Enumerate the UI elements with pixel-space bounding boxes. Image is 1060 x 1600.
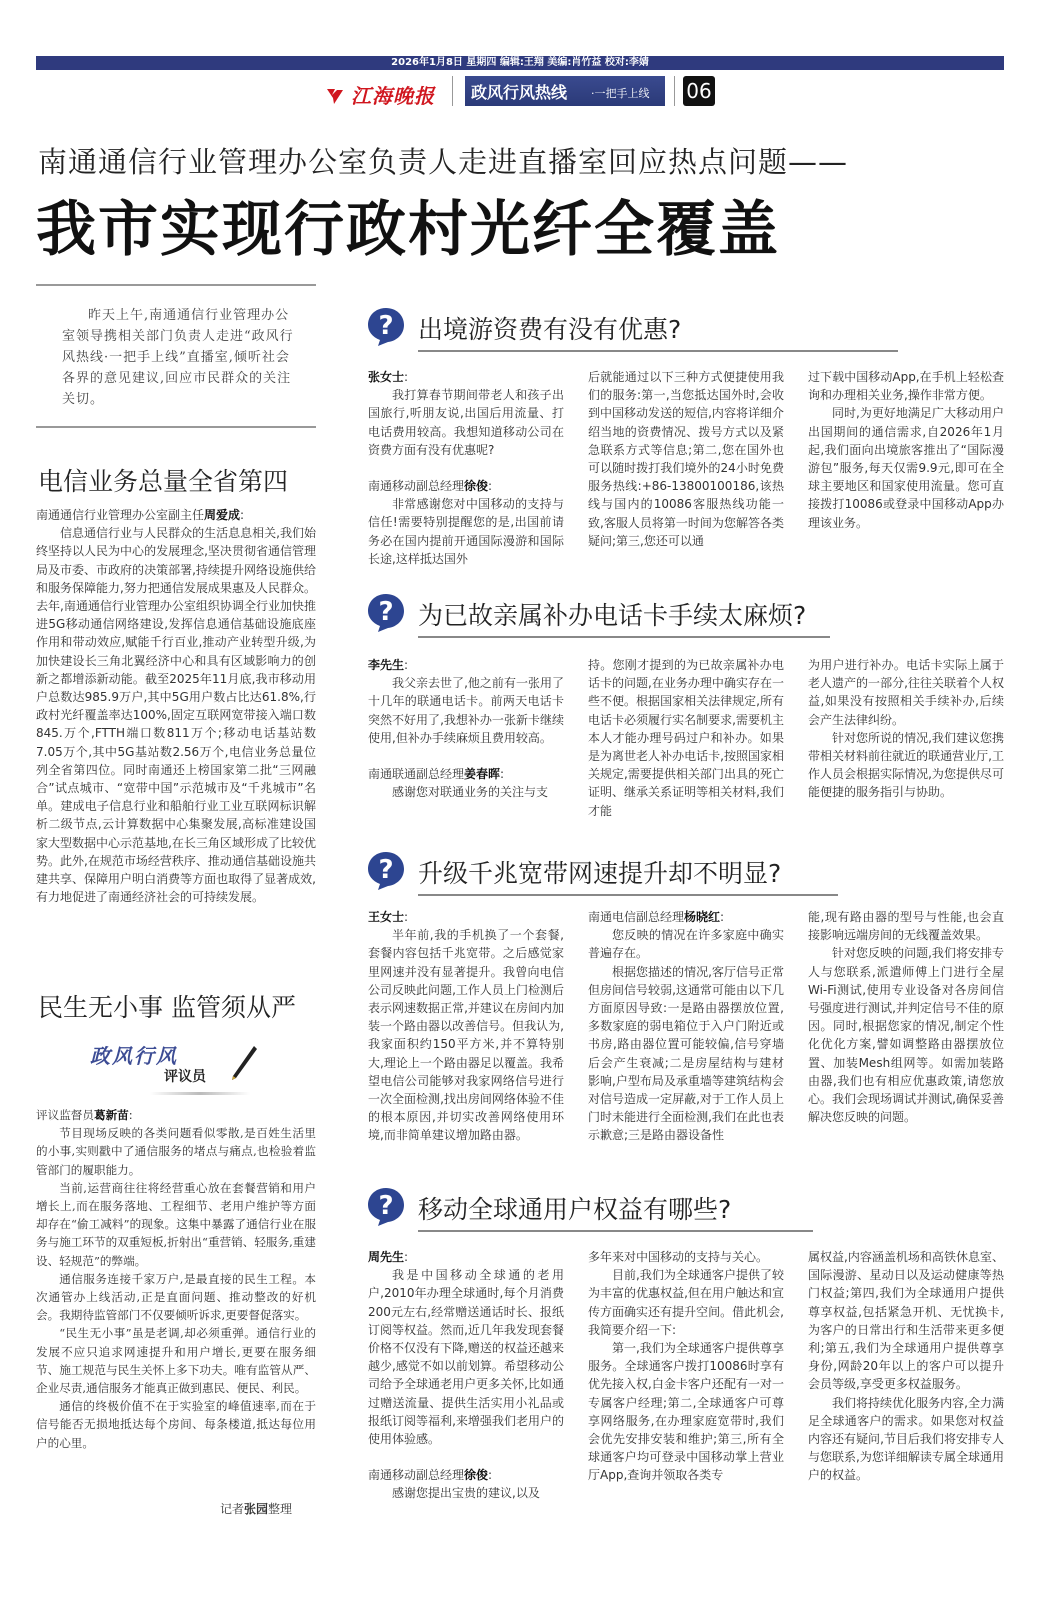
section-title-telecom-ranking: 电信业务总量全省第四 (38, 467, 289, 496)
paragraph: 当前,运营商往往将经营重心放在套餐营销和用户增长上,而在服务落地、工程细节、老用户维护等方面却存在“偷工减料”的现象。这集中暴露了通信行业在服务与施工环节的双重短板,折射出“重营销、轻服务,重建设、轻规范”的弊端。 (36, 1180, 316, 1268)
paragraph: 根据您描述的情况,客厅信号正常但房间信号较弱,这通常可能由以下几方面原因导致:一是路由器摆放位置,多数家庭的弱电箱位于入户门附近或书房,路由器位置可能较偏,信号穿墙后会产生衰减;二是房屋结构与建材影响,户型布局及承重墙等建筑结构会对信号造成一定屏蔽,对于工作人员上门时未能进行全面检测,我们在此也表示歉意;三是路由器设备性 (588, 964, 784, 1143)
paragraph: 同时,为更好地满足广大移动用户出国期间的通信需求,自2026年1月起,我们面向出境旅客推出了“国际漫游包”服务,每天仅需9.9元,即可在全球主要地区和国家使用流量。您可直接拨打10086或登录中国移动App办理该业务。 (808, 406, 1004, 530)
paragraph: 为用户进行补办。电话卡实际上属于老人遗产的一部分,往往关联着个人权益,如果没有按照相关手续补办,后续会产生法律纠纷。 (808, 658, 1004, 727)
badge-label: 评议员 (164, 1069, 206, 1085)
qa-heading (366, 1186, 1006, 1232)
speaker-line: 李先生: (368, 658, 409, 672)
divider (418, 1230, 813, 1232)
newspaper-logo (325, 80, 435, 109)
svg-text:?: ? (378, 311, 394, 341)
speaker-line: 南通通信行业管理办公室副主任周爱成: (36, 508, 245, 522)
qa-column (808, 656, 1004, 802)
badge-underline (150, 1092, 250, 1095)
paragraph: 我们将持续优化服务内容,全力满足全球通客户的需求。如果您对权益内容还有疑问,节目后我们将安排专人与您联系,为您详细解读专属全球通用户的权益。 (808, 1395, 1004, 1483)
question-mark-icon (366, 592, 406, 632)
qa-title: 为已故亲属补办电话卡手续太麻烦? (418, 601, 807, 630)
divider (418, 350, 898, 352)
qa-column (368, 368, 564, 568)
divider (36, 284, 316, 286)
spacer (368, 1448, 564, 1466)
qa-heading (366, 592, 1006, 638)
speaker-line: 南通联通副总经理姜春晖: (368, 767, 505, 782)
article-kicker: 南通通信行业管理办公室负责人走进直播室回应热点问题—— (38, 145, 849, 179)
qa-column (808, 368, 1004, 532)
paragraph: 节目现场反映的各类问题看似零散,是百姓生活里的小事,实则戳中了通信服务的堵点与痛点,也检验着监管部门的履职能力。 (36, 1126, 316, 1177)
speaker-line: 张女士: (368, 370, 409, 384)
badge-brush-text: 政风行风 (90, 1044, 178, 1068)
speaker-line: 王女士: (368, 910, 409, 924)
article-lede: 昨天上午,南通通信行业管理办公室领导携相关部门负责人走进“政风行风热线·一把手上线”直播室,倾听社会各界的意见建议,回应市民群众的关注关切。 (62, 308, 294, 407)
speaker-line: 周先生: (368, 1250, 409, 1264)
column-name: 政风行风热线 (471, 83, 568, 102)
paragraph: 感谢您提出宝贵的建议,以及 (392, 1486, 540, 1501)
divider (418, 894, 838, 896)
qa-heading (366, 306, 1006, 352)
paragraph: 能,现有路由器的型号与性能,也会直接影响远端房间的无线覆盖效果。 (808, 910, 1004, 943)
spacer (368, 459, 564, 477)
divider (674, 76, 675, 106)
speaker-line: 南通移动副总经理徐俊: (368, 1468, 493, 1483)
spacer (368, 747, 564, 765)
svg-text:?: ? (378, 855, 394, 885)
paragraph: 目前,我们为全球通客户提供了较为丰富的优惠权益,但在用户触达和宣传方面确实还有提升空间。借此机会,我简要介绍一下: (588, 1268, 784, 1337)
paragraph: 针对您反映的问题,我们将安排专人与您联系,派遣师傅上门进行全屋Wi-Fi测试,使用专业设备对各房间信号强度进行测试,并判定信号不佳的原因。同时,根据您家的情况,制定个性化优化方案,譬如调整路由器摆放位置、加装Mesh组网等。如需加装路由器,我们也有相应优惠政策,请您放心。我们会现场调试并测试,确保妥善解决您反映的问题。 (808, 946, 1004, 1125)
pen-icon (228, 1044, 258, 1084)
newspaper-name: 江海晚报 (351, 84, 435, 108)
paragraph: 针对您所说的情况,我们建议您携带相关材料前往就近的联通营业厅,工作人员会根据实际情况,为您提供尽可能便捷的服务指引与协助。 (808, 730, 1004, 800)
qa-column (368, 908, 564, 1145)
speaker-line: 南通电信副总经理杨晓红: (588, 910, 725, 924)
paragraph: 过下载中国移动App,在手机上轻松查询和办理相关业务,操作非常方便。 (808, 370, 1004, 403)
section-body-regulation (36, 1106, 316, 1452)
divider (418, 636, 830, 638)
svg-text:?: ? (378, 597, 394, 627)
paragraph: 信息通信行业与人民群众的生活息息相关,我们始终坚持以人民为中心的发展理念,坚决贯彻省通信管理局及市委、市政府的决策部署,持续提升网络设施供给和服务保障能力,努力把通信发展成果惠及人民群众。去年,南通通信行业管理办公室组织协调全行业加快推进5G移动通信网络建设,发挥信息通信基础设施底座作用和带动效应,赋能千行百业,推动产业转型升级,为加快建设长三角北翼经济中心和具有区域影响力的创新之都增添新动能。截至2025年11月底,我市移动用户总数达985.9万户,其中5G用户数占比达61.8%,行政村光纤覆盖率达100%,固定互联网宽带接入端口数845.万个,FTTH端口数811万个;移动电话基站数7.05万个,其中5G基站数2.56万个,电信业务总量位列全省第四位。同时南通还上榜国家第二批“三网融合”试点城市、“宽带中国”示范城市及“千兆城市”名单。建成电子信息行业和船舶行业工业互联网标识解析二级节点,云计算数据中心集聚发展,高标准建设国家大型数据中心示范基地,在长三角区域形成了比较优势。此外,在规范市场经营秩序、推动通信基础设施共建共享、保障用户明白消费等方面也取得了显著成效,有力地促进了南通经济社会的可持续发展。 (36, 526, 316, 905)
question-mark-icon (366, 306, 406, 346)
qa-column (368, 656, 564, 801)
paragraph: 第一,我们为全球通客户提供尊享服务。全球通客户拨打10086时享有优先接入权,白金卡客户还配有一对一专属客户经理;第二,全球通客户可尊享网络服务,在办理家庭宽带时,我们会优先安排安装和维护;第三,所有全球通客户均可登录中国移动掌上营业厅App,查询并领取各类专 (588, 1341, 784, 1483)
logo-mark-icon (325, 86, 345, 106)
paragraph: 非常感谢您对中国移动的支持与信任!需要特别提醒您的是,出国前请务必在国内提前开通国际漫游和国际长途,这样抵达国外 (368, 497, 564, 566)
svg-text:?: ? (378, 1191, 394, 1221)
paragraph: “民生无小事”虽是老调,却必须重弹。通信行业的发展不应只追求网速提升和用户增长,更要在服务细节、施工规范与民生关怀上多下功夫。唯有监管从严、企业尽责,通信服务才能真正做到惠民、便民、利民。 (36, 1326, 316, 1396)
paragraph: 通信服务连接千家万户,是最直接的民生工程。本次通管办上线活动,正是直面问题、推动整改的好机会。我期待监管部门不仅要倾听诉求,更要督促落实。 (36, 1271, 316, 1323)
section-title-regulation: 民生无小事 监管须从严 (38, 993, 296, 1022)
paragraph: 持。您刚才提到的为已故亲属补办电话卡的问题,在业务办理中确实存在一些不便。根据国家相关法律规定,所有电话卡必须履行实名制要求,需要机主本人才能办理号码过户和补办。如果是为离世老人补办电话卡,按照国家相关规定,需要提供相关部门出具的死亡证明、继承关系证明等相关材料,我们才能 (588, 658, 784, 818)
question-mark-icon (366, 1186, 406, 1226)
speaker-line: 南通移动副总经理徐俊: (368, 479, 493, 494)
dateline-bar: 2026年1月8日 星期四 编辑:王翔 美编:肖竹益 校对:李婧 (36, 56, 1004, 70)
qa-column (588, 1248, 784, 1485)
paragraph: 半年前,我的手机换了一个套餐,套餐内容包括千兆宽带。之后感觉家里网速并没有显著提升。我曾向电信公司反映此问题,工作人员上门检测后表示网速数据正常,并建议在房间内加装一个路由器以改善信号。但我认为,我家面积约150平方米,并不算特别大,理论上一个路由器足以覆盖。我希望电信公司能够对我家网络信号进行一次全面检测,找出房间网络体验不佳的根本原因,并切实改善网络使用环境,而非简单建议增加路由器。 (368, 928, 564, 1143)
paragraph: 后就能通过以下三种方式便捷使用我们的服务:第一,当您抵达国外时,会收到中国移动发送的短信,内容将详细介绍当地的资费情况、拨号方式以及紧急联系方式等信息;第二,您在国外也可以随时拨打我们境外的24小时免费服务热线:+86-13800100186,该热线与国内的10086客服热线功能一致,客服人员将第一时间为您解答各类疑问;第三,您还可以通 (588, 370, 784, 548)
paragraph: 我父亲去世了,他之前有一张用了十几年的联通电话卡。前两天电话卡突然不好用了,我想补办一张新卡继续使用,但补办手续麻烦且费用较高。 (368, 676, 564, 745)
qa-column (808, 908, 1004, 1126)
qa-column (808, 1248, 1004, 1485)
paragraph: 通信的终极价值不在于实验室的峰值速率,而在于信号能否无损地抵达每个房间、每条楼道,抵达每位用户的心里。 (36, 1399, 316, 1450)
column-subtitle: ·一把手上线 (591, 87, 650, 100)
paragraph: 感谢您对联通业务的关注与支 (392, 785, 549, 800)
speaker-line: 评议监督员葛新苗: (36, 1108, 133, 1122)
masthead (0, 74, 1060, 110)
reporter-byline: 记者张园整理 (220, 1502, 293, 1516)
question-mark-icon (366, 850, 406, 890)
section-body-telecom-ranking (36, 506, 316, 906)
commentator-badge (90, 1040, 270, 1100)
paragraph: 属权益,内容涵盖机场和高铁休息室、国际漫游、星动日以及运动健康等热门权益;第四,我们为全球通用户提供尊享权益,包括紧急开机、无忧换卡,为客户的日常出行和生活带来更多便利;第五,我们为全球通用户提供尊享身份,网龄20年以上的客户可以提升会员等级,享受更多权益服务。 (808, 1250, 1004, 1392)
page-number: 06 (683, 76, 715, 106)
qa-title: 移动全球通用户权益有哪些? (418, 1195, 732, 1224)
column-banner (465, 76, 665, 106)
paragraph: 多年来对中国移动的支持与关心。 (588, 1250, 769, 1264)
divider (36, 426, 316, 428)
qa-column (588, 908, 784, 1145)
qa-column (588, 368, 784, 550)
qa-column (368, 1248, 564, 1503)
divider (452, 76, 453, 106)
qa-title: 升级千兆宽带网速提升却不明显? (418, 859, 782, 888)
paragraph: 我是中国移动全球通的老用户,2010年办理全球通时,每个月消费200元左右,经常赠送通话时长、报纸订阅等权益。然而,近几年我发现套餐价格不仅没有下降,赠送的权益还越来越少,感觉不如以前划算。希望移动公司给予全球通老用户更多关怀,比如通过赠送流量、提供生活实用小礼品或报纸订阅等福利,来增强我们老用户的使用体验感。 (368, 1268, 564, 1447)
paragraph: 您反映的情况在许多家庭中确实普遍存在。 (588, 928, 784, 961)
qa-title: 出境游资费有没有优惠? (418, 315, 682, 344)
qa-column (588, 656, 784, 820)
article-headline: 我市实现行政村光纤全覆盖 (36, 195, 780, 265)
paragraph: 我打算春节期间带老人和孩子出国旅行,听朋友说,出国后用流量、打电话费用较高。我想知道移动公司在资费方面有没有优惠呢? (368, 388, 564, 457)
qa-heading (366, 850, 1006, 896)
